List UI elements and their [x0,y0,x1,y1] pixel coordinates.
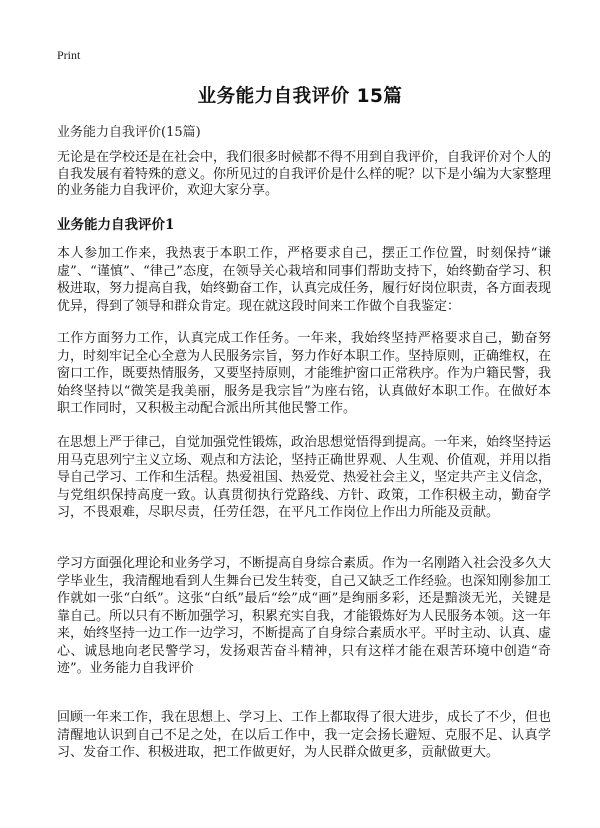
body-paragraph-4: 学习方面强化理论和业务学习，不断提高自身综合素质。作为一名刚踏入社会没多久大学毕业生，我清醒地看到人生舞台已发生转变，自己又缺乏工作经验。也深知刚参加工作就如一张“白纸”。这张“白纸”最后“绘”成“画”是绚丽多彩，还是黯淡无光，关键是靠自己。所以只有不断加强学习，积累充实自我，才能锻炼好为人民服务本领。这一年来，始终坚持一边工作一边学习，不断提高了自身综合素质水平。平时主动、认真、虚心、诚恳地向老民警学习，发扬艰苦奋斗精神，只有这样才能在艰苦环境中创造“奇迹”。业务能力自我评价 [57,556,552,676]
body-paragraph-3: 在思想上严于律己，自觉加强党性锻炼，政治思想觉悟得到提高。一年来，始终坚持运用马克思列宁主义立场、观点和方法论，坚持正确世界观、人生观、价值观，并用以指导自己学习、工作和生活程。热爱祖国、热爱党、热爱社会主义，坚定共产主义信念，与党组织保持高度一致。认真贯彻执行党路线、方针、政策，工作积极主动，勤奋学习，不畏艰难，尽职尽责，任劳任怨，在平凡工作岗位上作出力所能及贡献。 [57,435,552,520]
body-paragraph-2: 工作方面努力工作，认真完成工作任务。一年来，我始终坚持严格要求自己，勤奋努力，时刻牢记全心全意为人民服务宗旨，努力作好本职工作。坚持原则，正确维权，在窗口工作，既要热情服务，又要坚持原则，才能维护窗口正常秩序。作为户籍民警，我始终坚持以“微笑是我美丽，服务是我宗旨”为座右铭，认真做好本职工作。在做好本职工作同时，又积极主动配合派出所其他民警工作。 [57,331,552,416]
body-paragraph-5: 回顾一年来工作，我在思想上、学习上、工作上都取得了很大进步，成长了不少，但也清醒地认识到自己不足之处，在以后工作中，我一定会扬长避短、克服不足、认真学习、发奋工作、积极进取，把工作做更好，为人民群众做更多，贡献做更大。 [57,710,552,760]
section-heading: 业务能力自我评价1 [57,217,175,233]
intro-paragraph: 无论是在学校还是在社会中，我们很多时候都不得不用到自我评价，自我评价对个人的自我发展有着特殊的意义。你所见过的自我评价是什么样的呢？以下是小编为大家整理的业务能力自我评价，欢迎大家分享。 [57,150,552,198]
body-paragraph-1: 本人参加工作来，我热衷于本职工作，严格要求自己，摆正工作位置，时刻保持“谦虚”、“谨慎”、“律己”态度，在领导关心栽培和同事们帮助支持下，始终勤奋学习、积极进取，努力提高自我，始终勤奋工作，认真完成任务，履行好岗位职责，各方面表现优异，得到了领导和群众肯定。现在就这段时间来工作做个自我鉴定： [57,246,552,314]
document-title: 业务能力自我评价 15篇 [197,86,403,107]
document-subtitle: 业务能力自我评价(15篇) [57,125,201,140]
print-link[interactable]: Print [57,48,81,62]
